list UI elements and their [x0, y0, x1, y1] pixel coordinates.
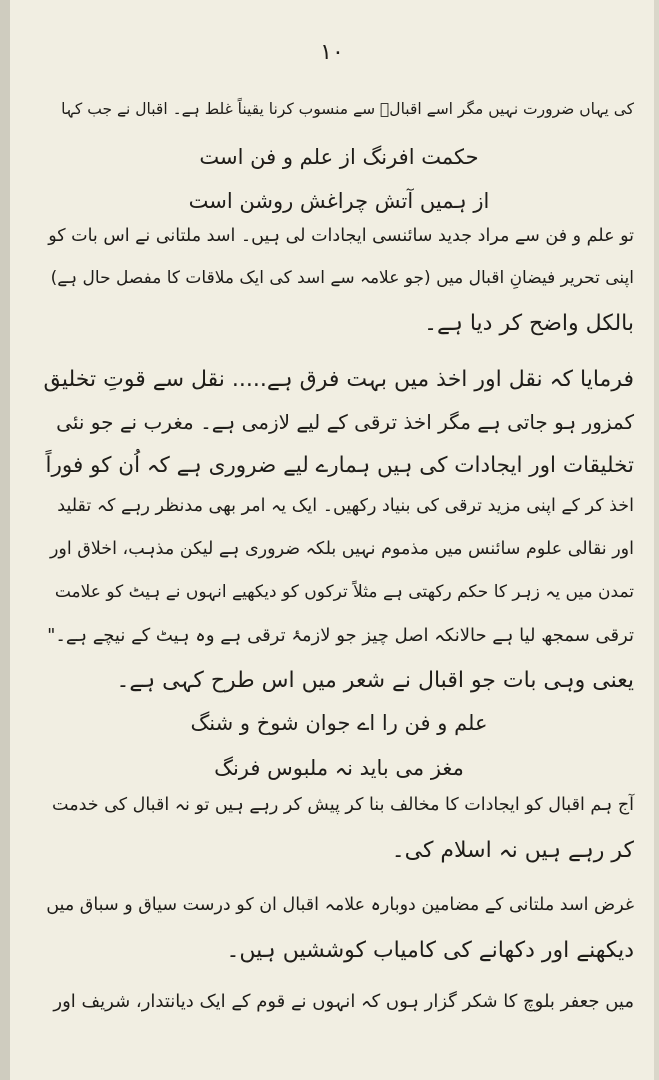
verse-line: از ہمیں آتش چراغش روشن است [188, 189, 490, 213]
text-line: تمدن میں یہ زہر کا حکم رکھتی ہے مثلاً ترکوں کو دیکھیے انہوں نے ہیٹ کو علامت [54, 582, 634, 602]
text-line: آج ہم اقبال کو ایجادات کا مخالف بنا کر پیش کر رہے ہیں تو نہ اقبال کی خدمت [52, 795, 634, 815]
text-line: تو علم و فن سے مراد جدید سائنسی ایجادات لی ہیں۔ اسد ملتانی نے اس بات کو [48, 226, 634, 246]
text-line: تخلیقات اور ایجادات کی ہیں ہمارے لیے ضروری ہے کہ اُن کو فوراً [45, 453, 634, 478]
text-line: غرض اسد ملتانی کے مضامین دوبارہ علامہ اقبال ان کو درست سیاق و سباق میں [46, 895, 634, 915]
text-line: کمزور ہو جاتی ہے مگر اخذ ترقی کے لیے لازمی ہے۔ مغرب نے جو نئی [56, 410, 634, 434]
text-line: یعنی وہی بات جو اقبال نے شعر میں اس طرح کہی ہے۔ [116, 668, 634, 693]
text-line: دیکھنے اور دکھانے کی کامیاب کوششیں ہیں۔ [226, 938, 634, 963]
text-line: کی یہاں ضرورت نہیں مگر اسے اقبالؔ سے منسوب کرنا یقیناً غلط ہے۔ اقبال نے جب کہا [61, 100, 634, 118]
verse-line: حکمت افرنگ از علم و فن است [199, 145, 479, 169]
text-line: کر رہے ہیں نہ اسلام کی۔ [391, 838, 634, 863]
page-number: ۱۰ [320, 40, 344, 65]
text-line: اخذ کر کے اپنی مزید ترقی کی بنیاد رکھیں۔ ایک یہ امر بھی مدنظر رہے کہ تقلید [57, 496, 634, 516]
verse-line: علم و فن را اے جوان شوخ و شنگ [190, 711, 488, 735]
verse-line: مغز می باید نہ ملبوس فرنگ [214, 756, 464, 780]
text-line: اور نقالی علوم سائنس میں مذموم نہیں بلکہ ضروری ہے لیکن مذہب، اخلاق اور [49, 539, 634, 559]
text-line: بالکل واضح کر دیا ہے۔ [424, 311, 634, 336]
text-line: اپنی تحریر فیضانِ اقبال میں (جو علامہ سے اسد کی ایک ملاقات کا مفصل حال ہے) [50, 268, 634, 288]
text-line: فرمایا کہ نقل اور اخذ میں بہت فرق ہے..... نقل سے قوتِ تخلیق [43, 367, 634, 392]
text-line: ترقی سمجھ لیا ہے حالانکہ اصل چیز جو لازمۂ ترقی ہے وہ ہیٹ کے نیچے ہے۔" [47, 625, 634, 646]
text-line: میں جعفر بلوچ کا شکر گزار ہوں کہ انہوں نے قوم کے ایک دیانتدار، شریف اور [53, 991, 634, 1012]
